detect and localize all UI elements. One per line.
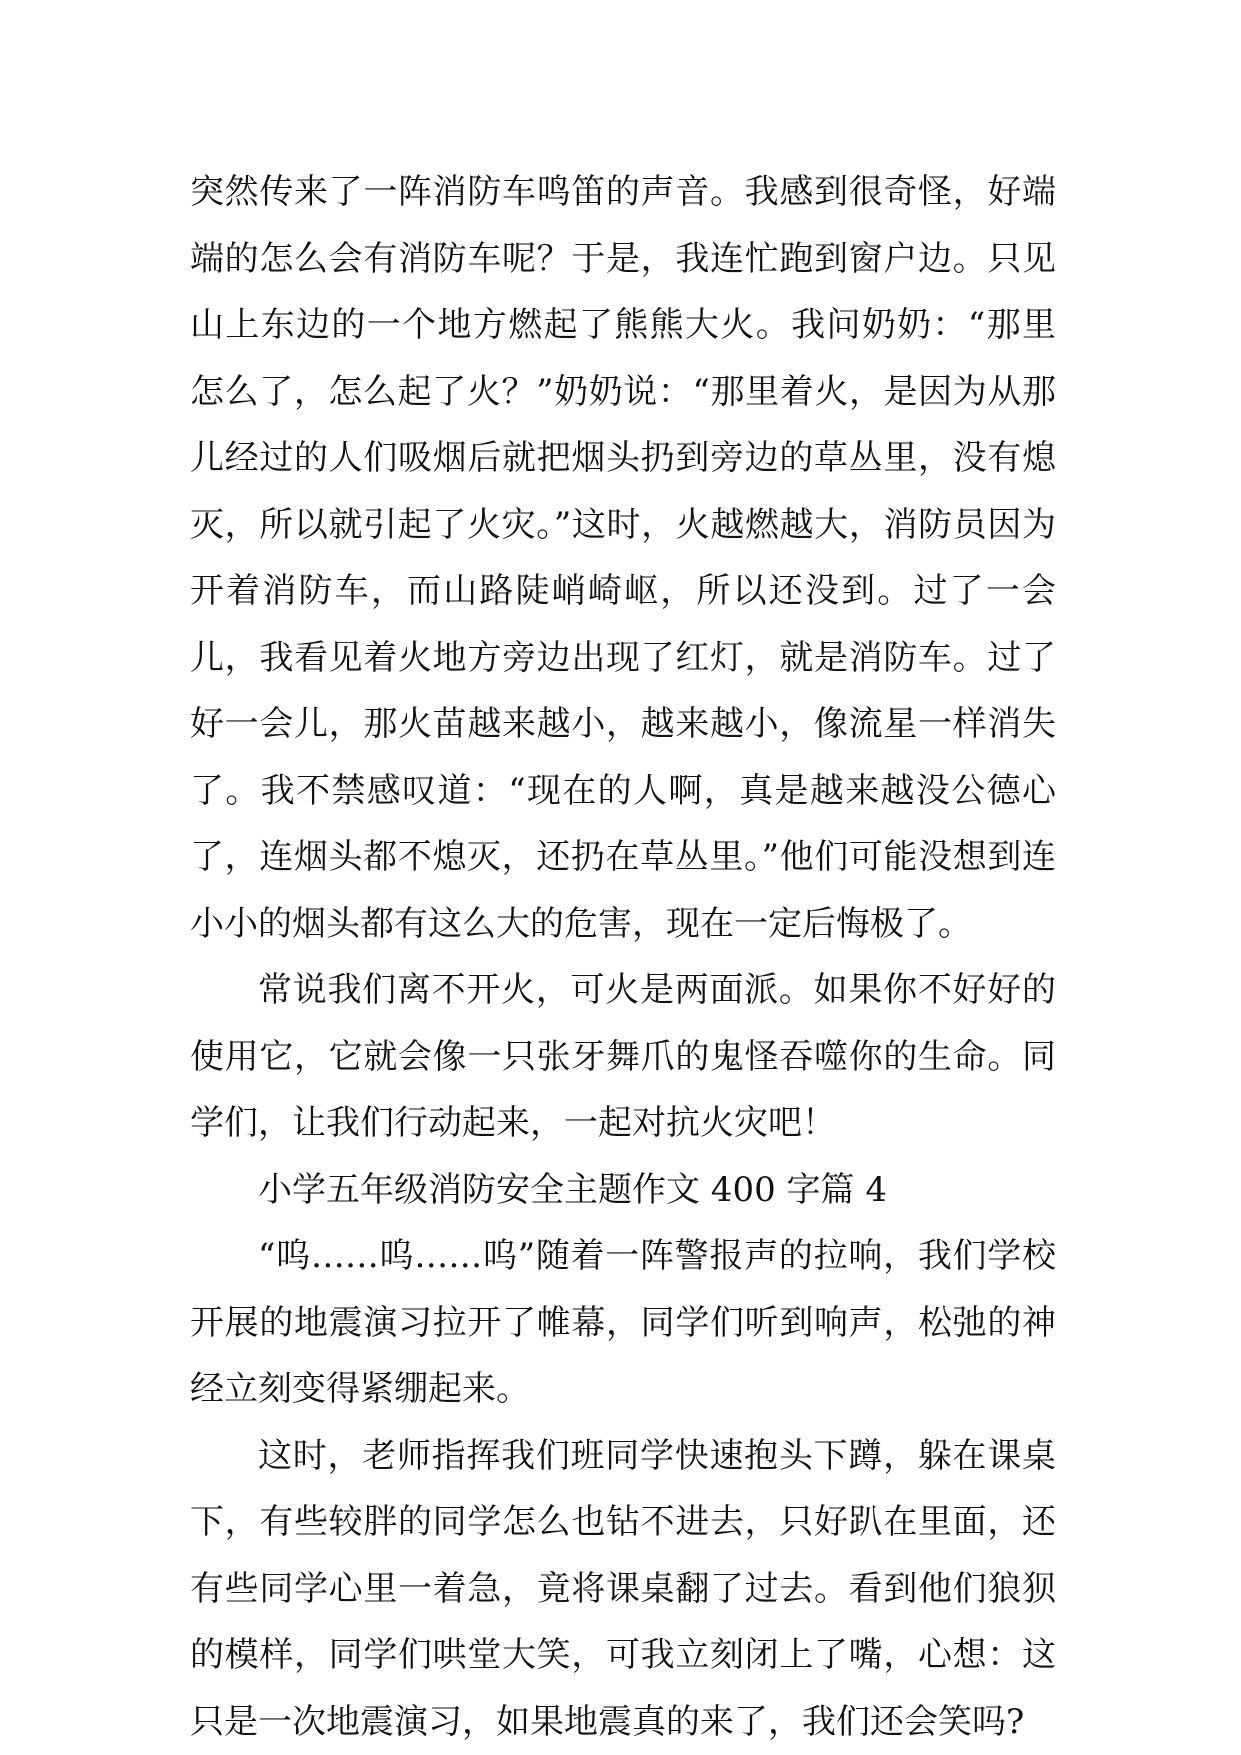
paragraph-earthquake-drill-action: 这时，老师指挥我们班同学快速抱头下蹲，躲在课桌下，有些较胖的同学怎么也钻不进去，只好趴在里面，还有些同学心里一着急，竟将课桌翻了过去。看到他们狼狈的模样，同学们哄堂大笑，可我立刻闭上了嘴，心想：这只是一次地震演习，如果地震真的来了，我们还会笑吗? xyxy=(190,1423,1056,1755)
paragraph-fire-story: 突然传来了一阵消防车鸣笛的声音。我感到很奇怪，好端端的怎么会有消防车呢？于是，我连忙跑到窗户边。只见山上东边的一个地方燃起了熊熊大火。我问奶奶：“那里怎么了，怎么起了火？”奶奶说：“那里着火，是因为从那儿经过的人们吸烟后就把烟头扔到旁边的草丛里，没有熄灭，所以就引起了火灾。”这时，火越燃越大，消防员因为开着消防车，而山路陡峭崎岖，所以还没到。过了一会儿，我看见着火地方旁边出现了红灯，就是消防车。过了好一会儿，那火苗越来越小，越来越小，像流星一样消失了。我不禁感叹道：“现在的人啊，真是越来越没公德心了，连烟头都不熄灭，还扔在草丛里。”他们可能没想到连小小的烟头都有这么大的危害，现在一定后悔极了。 xyxy=(190,159,1056,957)
paragraph-fire-conclusion: 常说我们离不开火，可火是两面派。如果你不好好的使用它，它就会像一只张牙舞爪的鬼怪吞噬你的生命。同学们，让我们行动起来，一起对抗火灾吧！ xyxy=(190,957,1056,1157)
essay-heading: 小学五年级消防安全主题作文 400 字篇 4 xyxy=(190,1157,1056,1224)
document-body xyxy=(190,159,1056,1755)
paragraph-earthquake-drill-start: “呜……呜……呜”随着一阵警报声的拉响，我们学校开展的地震演习拉开了帷幕，同学们听到响声，松弛的神经立刻变得紧绷起来。 xyxy=(190,1223,1056,1423)
